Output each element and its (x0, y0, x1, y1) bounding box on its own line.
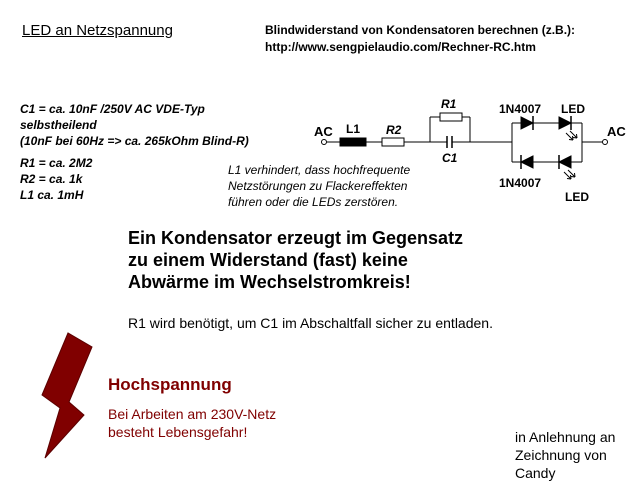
diode-bottom (521, 156, 533, 168)
main-statement-line2: zu einem Widerstand (fast) keine (128, 250, 408, 270)
page-title: LED an Netzspannung (22, 22, 173, 39)
label-c1: C1 (442, 151, 458, 165)
label-led-bottom: LED (565, 190, 589, 204)
inductor-l1 (340, 138, 366, 146)
reference-url: http://www.sengpielaudio.com/Rechner-RC.htm (265, 40, 536, 54)
credit-line2: Zeichnung von (515, 447, 607, 463)
filter-note-line1: L1 verhindert, dass hochfrequente (228, 163, 411, 177)
label-r2: R2 (386, 123, 402, 137)
filter-note-line3: führen oder die LEDs zerstören. (228, 195, 399, 209)
spec-c1-line2: selbstheilend (20, 118, 97, 132)
label-ac-right: AC (607, 124, 626, 139)
label-ac-left: AC (314, 124, 333, 139)
led-light-arrows (564, 131, 577, 179)
resistor-r2 (382, 138, 404, 146)
r1-discharge-note: R1 wird benötigt, um C1 im Abschaltfall sicher zu entladen. (128, 315, 493, 331)
warning-title: Hochspannung (108, 375, 232, 394)
label-diode-top: 1N4007 (499, 102, 542, 116)
spec-c1-line1: C1 = ca. 10nF /250V AC VDE-Typ (20, 102, 205, 116)
spec-r2: R2 = ca. 1k (20, 172, 83, 186)
spec-c1-line3: (10nF bei 60Hz => ca. 265kOhm Blind-R) (20, 134, 249, 148)
reference-heading: Blindwiderstand von Kondensatoren berechnen (z.B.): (265, 23, 576, 37)
label-led-top: LED (561, 102, 585, 116)
credit-line1: in Anlehnung an (515, 429, 616, 445)
filter-note-line2: Netzstörungen zu Flackereffekten (228, 179, 408, 193)
spec-r1: R1 = ca. 2M2 (20, 156, 93, 170)
main-statement-line3: Abwärme im Wechselstromkreis! (128, 272, 411, 292)
resistor-r1 (440, 113, 462, 121)
main-statement-line1: Ein Kondensator erzeugt im Gegensatz (128, 228, 464, 248)
credit-line3: Candy (515, 465, 556, 481)
lightning-bolt-icon (42, 333, 92, 458)
terminal-right (603, 140, 608, 145)
label-l1: L1 (346, 122, 361, 136)
diode-top (521, 117, 533, 129)
terminal-left (322, 140, 327, 145)
warning-line1: Bei Arbeiten am 230V-Netz (108, 406, 277, 422)
label-diode-bottom: 1N4007 (499, 176, 542, 190)
spec-l1: L1 ca. 1mH (20, 188, 84, 202)
warning-line2: besteht Lebensgefahr! (108, 424, 248, 440)
led-top (559, 117, 571, 129)
label-r1: R1 (441, 97, 457, 111)
led-bottom (559, 156, 571, 168)
